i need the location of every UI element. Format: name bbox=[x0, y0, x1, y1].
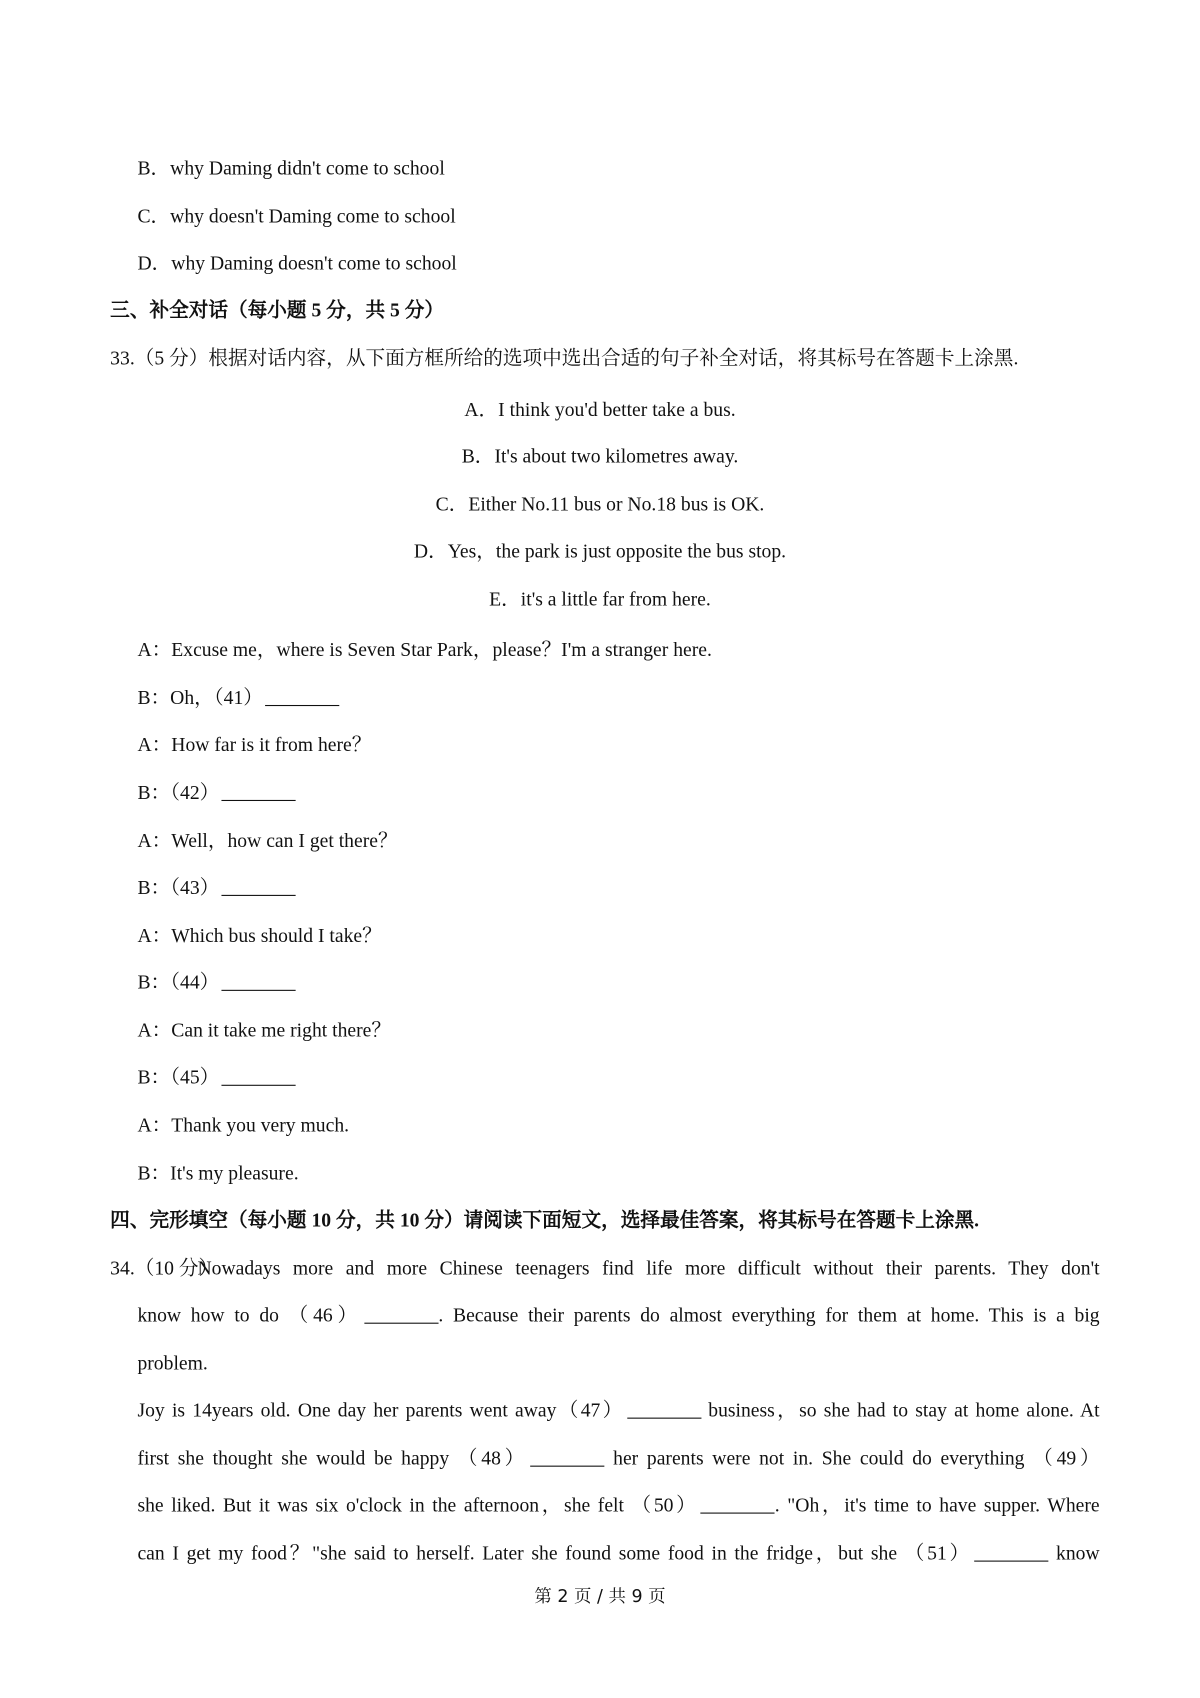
answer-blank-51[interactable] bbox=[974, 1541, 1048, 1562]
answer-blank-42[interactable] bbox=[221, 780, 295, 801]
dialogue-line: A：Can it take me right there？ bbox=[137, 1019, 392, 1042]
section4-heading: 四、完形填空（每小题 10 分，共 10 分）请阅读下面短文，选择最佳答案，将其标号在答题卡上涂黑. bbox=[110, 1209, 980, 1231]
dialogue-line: B：（44） bbox=[137, 969, 295, 995]
dialogue-line: A：Thank you very much. bbox=[137, 1114, 350, 1137]
answer-blank-50[interactable] bbox=[701, 1493, 775, 1514]
answer-blank-47[interactable] bbox=[627, 1398, 701, 1419]
dialogue-line: B：（42） bbox=[137, 779, 295, 805]
passage-line: first she thought she would be happy （48） her parents were not in. She could do everything （49） bbox=[137, 1447, 1100, 1469]
option-b-prev: B．why Daming didn't come to school bbox=[137, 157, 445, 179]
passage-line: Nowadays more and more Chinese teenagers find life more difficult without their parents. They don't bbox=[197, 1257, 1100, 1280]
answer-blank-48[interactable] bbox=[530, 1446, 604, 1467]
passage-line: know how to do （46） . Because their parents do almost everything for them at home. This is a big bbox=[137, 1304, 1100, 1326]
dialogue-line: A：Well，how can I get there？ bbox=[137, 829, 398, 852]
passage-line: she liked. But it was six o'clock in the afternoon，she felt （50） . "Oh，it's time to have supper. Where bbox=[137, 1493, 1100, 1516]
choice-d: D．Yes，the park is just opposite the bus stop. bbox=[413, 540, 787, 563]
dialogue-line: A：Which bus should I take？ bbox=[137, 924, 382, 947]
passage-line: problem. bbox=[137, 1352, 208, 1374]
choice-a: A．I think you'd better take a bus. bbox=[464, 398, 736, 421]
dialogue-line: A：How far is it from here？ bbox=[137, 733, 372, 756]
option-c-prev: C．why doesn't Daming come to school bbox=[137, 205, 456, 227]
answer-blank-45[interactable] bbox=[221, 1065, 295, 1086]
dialogue-line: B：（45） bbox=[137, 1064, 295, 1090]
answer-blank-43[interactable] bbox=[221, 875, 295, 896]
question-33: 33.（5 分）根据对话内容，从下面方框所给的选项中选出合适的句子补全对话，将其标号在答题卡上涂黑. bbox=[110, 347, 1019, 369]
dialogue-line: B：It's my pleasure. bbox=[137, 1162, 299, 1185]
page-footer: 第 2 页 / 共 9 页 bbox=[534, 1585, 666, 1607]
choice-c: C．Either No.11 bus or No.18 bus is OK. bbox=[435, 493, 765, 516]
dialogue-line: B：Oh，（41） bbox=[137, 684, 339, 710]
answer-blank-46[interactable] bbox=[364, 1303, 438, 1324]
answer-blank-44[interactable] bbox=[221, 970, 295, 991]
question-34-number: 34.（10 分） bbox=[110, 1257, 219, 1280]
section3-heading: 三、补全对话（每小题 5 分，共 5 分） bbox=[110, 299, 444, 321]
passage-line: Joy is 14years old. One day her parents went away（47） business，so she had to stay at home alone. At bbox=[137, 1399, 1100, 1421]
dialogue-line: B：（43） bbox=[137, 874, 295, 900]
passage-line: can I get my food？"she said to herself. Later she found some food in the fridge，but she （51） know bbox=[137, 1542, 1100, 1564]
answer-blank-41[interactable] bbox=[265, 685, 339, 706]
option-d-prev: D．why Daming doesn't come to school bbox=[137, 252, 457, 274]
choice-e: E．it's a little far from here. bbox=[489, 588, 711, 611]
dialogue-line: A：Excuse me，where is Seven Star Park，please？I'm a stranger here. bbox=[137, 638, 712, 661]
choice-b: B．It's about two kilometres away. bbox=[461, 445, 739, 468]
